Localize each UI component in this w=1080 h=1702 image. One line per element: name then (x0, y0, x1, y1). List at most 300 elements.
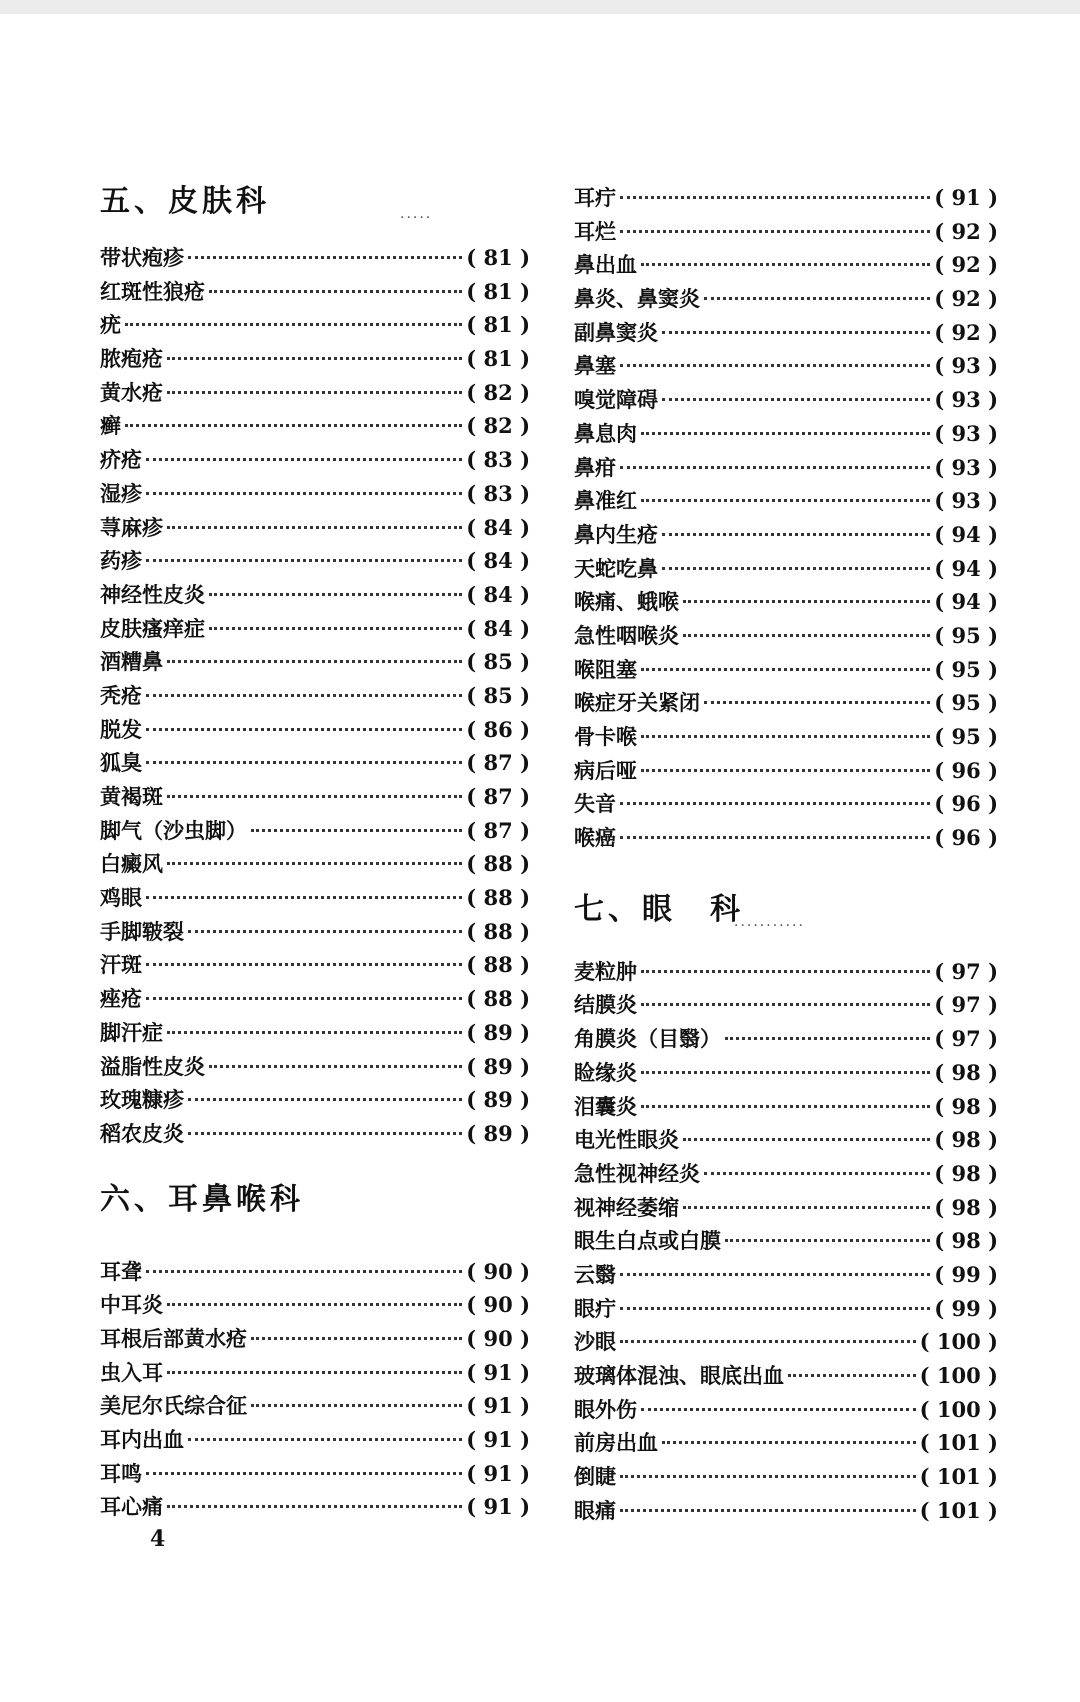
toc-entry-page: ( 81 ) (466, 312, 530, 338)
toc-entry (574, 249, 998, 283)
toc-entry-title: 脚气（沙虫脚） (100, 817, 247, 843)
toc-entry (574, 989, 998, 1023)
section-heading-skin (100, 182, 530, 242)
toc-entry-title: 急性视神经炎 (574, 1160, 700, 1186)
toc-entry (100, 916, 530, 950)
toc-entry (574, 350, 998, 384)
toc-entry (100, 983, 530, 1017)
toc-entry-page: ( 87 ) (466, 750, 530, 776)
toc-entry-page: ( 96 ) (934, 791, 998, 817)
toc-entry-title: 眼痛 (574, 1497, 616, 1523)
toc-entry (574, 1394, 998, 1428)
toc-entry (100, 1357, 530, 1391)
toc-entry-title: 狐臭 (100, 750, 142, 776)
dot-leader (167, 1031, 462, 1034)
toc-entry-title: 沙眼 (574, 1329, 616, 1355)
toc-entry-title: 玫瑰糠疹 (100, 1087, 184, 1113)
toc-entry-title: 急性咽喉炎 (574, 622, 679, 648)
dot-leader (620, 1475, 916, 1478)
toc-entry-page: ( 83 ) (466, 447, 530, 473)
toc-entry-title: 前房出血 (574, 1430, 658, 1456)
toc-entry (574, 418, 998, 452)
toc-entry-page: ( 90 ) (466, 1292, 530, 1318)
toc-entry-page: ( 91 ) (466, 1494, 530, 1520)
toc-entry-page: ( 91 ) (466, 1359, 530, 1385)
toc-entry-page: ( 98 ) (934, 1093, 998, 1119)
dot-leader (167, 357, 462, 360)
dot-leader (662, 533, 930, 536)
dot-leader (620, 802, 930, 805)
toc-entry (100, 1289, 530, 1323)
toc-entry-page: ( 95 ) (934, 622, 998, 648)
toc-entry-title: 鼻内生疮 (574, 521, 658, 547)
toc-entry (574, 721, 998, 755)
toc-entry (574, 1225, 998, 1259)
toc-entry (574, 1326, 998, 1360)
toc-entry-page: ( 98 ) (934, 1127, 998, 1153)
toc-entry (100, 848, 530, 882)
toc-entry-title: 副鼻窦炎 (574, 319, 658, 345)
toc-entry-title: 带状疱疹 (100, 245, 184, 270)
toc-entry-title: 汗斑 (100, 952, 142, 978)
toc-entry (100, 410, 530, 444)
toc-entry-title: 病后哑 (574, 757, 637, 783)
dot-leader (209, 290, 462, 293)
toc-entry-page: ( 94 ) (934, 555, 998, 581)
toc-entry-title: 天蛇吃鼻 (574, 555, 658, 581)
dot-leader (725, 1037, 930, 1040)
dot-leader (125, 323, 462, 326)
dot-leader (167, 1303, 462, 1306)
section-title: 五、皮肤科 (100, 184, 270, 219)
toc-entry-title: 鼻出血 (574, 252, 637, 278)
toc-entry-title: 失音 (574, 791, 616, 817)
dot-leader (683, 1138, 930, 1141)
dot-leader (641, 1408, 916, 1411)
toc-entry (100, 276, 530, 310)
toc-entry-title: 嗅觉障碍 (574, 387, 658, 413)
toc-entry-page: ( 93 ) (934, 488, 998, 514)
toc-entry-title: 喉癌 (574, 825, 616, 851)
toc-entry-title: 虫入耳 (100, 1359, 163, 1385)
toc-entry (574, 1495, 998, 1529)
dot-leader (167, 526, 462, 529)
toc-entry-title: 麦粒肿 (574, 958, 637, 984)
dot-leader (620, 1340, 916, 1343)
toc-entry-title: 耳鸣 (100, 1460, 142, 1486)
toc-entry-page: ( 83 ) (466, 480, 530, 506)
dot-leader (662, 398, 930, 401)
toc-entry-page: ( 93 ) (934, 454, 998, 480)
dot-leader (146, 963, 462, 966)
dot-leader (125, 424, 462, 427)
toc-entry (574, 216, 998, 250)
toc-entry-title: 角膜炎（目翳） (574, 1026, 721, 1052)
toc-entry-page: ( 81 ) (466, 245, 530, 270)
toc-entry-page: ( 96 ) (934, 757, 998, 783)
toc-entry (574, 485, 998, 519)
toc-entry (100, 747, 530, 781)
toc-entry-page: ( 96 ) (934, 825, 998, 851)
toc-entry (574, 1023, 998, 1057)
toc-entry (100, 309, 530, 343)
toc-entry-page: ( 91 ) (466, 1427, 530, 1452)
toc-entry-title: 耳疔 (574, 185, 616, 210)
dot-leader (146, 458, 462, 461)
toc-entry-page: ( 92 ) (934, 252, 998, 278)
toc-entry (574, 1293, 998, 1327)
toc-entry-page: ( 89 ) (466, 1019, 530, 1045)
toc-entry-page: ( 98 ) (934, 1059, 998, 1085)
dot-leader (188, 930, 462, 933)
toc-entry-page: ( 98 ) (934, 1228, 998, 1254)
toc-entry-title: 视神经萎缩 (574, 1194, 679, 1220)
toc-entry (100, 714, 530, 748)
toc-entry-page: ( 94 ) (934, 521, 998, 547)
toc-entry-title: 脚汗症 (100, 1019, 163, 1045)
dot-leader (662, 567, 930, 570)
toc-entry-page: ( 89 ) (466, 1087, 530, 1113)
toc-entry (574, 1461, 998, 1495)
toc-entry-title: 脱发 (100, 716, 142, 742)
toc-entry (574, 519, 998, 553)
toc-entry (574, 586, 998, 620)
toc-entry-page: ( 89 ) (466, 1053, 530, 1079)
dot-leader (251, 1404, 462, 1407)
toc-entry-title: 结膜炎 (574, 992, 637, 1018)
toc-entry-title: 玻璃体混浊、眼底出血 (574, 1363, 784, 1388)
dot-leader (641, 1105, 930, 1108)
top-bar (0, 0, 1080, 14)
toc-entry-page: ( 87 ) (466, 817, 530, 843)
dot-leader (620, 466, 930, 469)
dot-leader (725, 1239, 930, 1242)
toc-entry (574, 182, 998, 216)
toc-entry-title: 眼疔 (574, 1295, 616, 1321)
toc-entry-page: ( 92 ) (934, 286, 998, 312)
toc-entry-title: 秃疮 (100, 682, 142, 708)
toc-entry-page: ( 85 ) (466, 649, 530, 675)
toc-entry-page: ( 98 ) (934, 1194, 998, 1220)
dot-leader (167, 1371, 462, 1374)
dot-leader (788, 1374, 916, 1377)
toc-entry-page: ( 99 ) (934, 1295, 998, 1321)
toc-list-ent-right (574, 182, 998, 856)
toc-entry-title: 酒糟鼻 (100, 649, 163, 675)
toc-entry-title: 耳心痛 (100, 1494, 163, 1520)
toc-entry-title: 眼生白点或白膜 (574, 1228, 721, 1254)
toc-entry-page: ( 81 ) (466, 346, 530, 372)
page-number: 4 (150, 1526, 166, 1552)
toc-entry-title: 湿疹 (100, 480, 142, 506)
toc-entry-page: ( 101 ) (919, 1497, 998, 1523)
toc-entry-page: ( 95 ) (934, 724, 998, 749)
dot-leader (641, 735, 930, 738)
toc-entry-title: 白癜风 (100, 851, 163, 877)
toc-entry (100, 1424, 530, 1458)
section-title: 六、耳鼻喉科 (100, 1181, 304, 1217)
dot-leader (146, 1270, 462, 1273)
toc-entry-title: 喉痛、蛾喉 (574, 589, 679, 615)
toc-entry-title: 喉症牙关紧闭 (574, 690, 700, 716)
toc-entry-title: 美尼尔氏综合征 (100, 1393, 247, 1419)
dot-leader (146, 694, 462, 697)
toc-entry (100, 377, 530, 411)
dot-leader (620, 1273, 930, 1276)
toc-entry-title: 荨麻疹 (100, 514, 163, 540)
toc-entry-page: ( 97 ) (934, 958, 998, 984)
toc-entry-page: ( 97 ) (934, 1026, 998, 1052)
section-heading-eye (574, 890, 998, 956)
toc-entry (574, 452, 998, 486)
toc-entry (100, 242, 530, 276)
toc-entry-page: ( 87 ) (466, 784, 530, 809)
dot-leader (620, 1307, 930, 1310)
toc-entry-title: 癣 (100, 413, 121, 439)
toc-entry (574, 1427, 998, 1461)
dot-leader (209, 593, 462, 596)
dot-leader (704, 1172, 930, 1175)
toc-entry-title: 云翳 (574, 1261, 616, 1287)
toc-entry-page: ( 82 ) (466, 379, 530, 405)
toc-entry-page: ( 99 ) (934, 1261, 998, 1287)
toc-entry (100, 613, 530, 647)
toc-entry (100, 882, 530, 916)
toc-entry-title: 黄褐斑 (100, 784, 163, 809)
dot-leader (146, 761, 462, 764)
toc-entry-title: 鼻塞 (574, 353, 616, 379)
dot-leader (704, 701, 930, 704)
section-heading-ent (100, 1180, 530, 1256)
toc-entry-page: ( 92 ) (934, 319, 998, 345)
toc-entry-page: ( 100 ) (919, 1363, 998, 1388)
toc-entry-title: 鼻疳 (574, 454, 616, 480)
toc-entry-title: 鼻息肉 (574, 420, 637, 446)
toc-entry-title: 手脚皲裂 (100, 918, 184, 944)
dot-leader (641, 1071, 930, 1074)
toc-entry-page: ( 95 ) (934, 656, 998, 682)
toc-entry-page: ( 84 ) (466, 548, 530, 574)
toc-entry-title: 耳烂 (574, 218, 616, 244)
toc-entry-page: ( 89 ) (466, 1120, 530, 1146)
toc-entry (574, 654, 998, 688)
toc-entry (100, 781, 530, 815)
toc-entry-page: ( 91 ) (466, 1460, 530, 1486)
toc-entry (574, 283, 998, 317)
toc-entry (574, 553, 998, 587)
toc-entry-page: ( 82 ) (466, 413, 530, 439)
dot-leader (146, 896, 462, 899)
toc-entry (574, 1192, 998, 1226)
toc-entry-page: ( 91 ) (466, 1393, 530, 1419)
toc-list-skin (100, 242, 530, 1152)
toc-entry-title: 皮肤瘙痒症 (100, 615, 205, 641)
toc-entry-title: 耳内出血 (100, 1427, 184, 1452)
dot-leader (662, 1441, 916, 1444)
dot-leader (167, 660, 462, 663)
scan-noise-dots: ··········· (734, 917, 805, 934)
toc-entry-title: 骨卡喉 (574, 724, 637, 749)
toc-entry-title: 疥疮 (100, 447, 142, 473)
toc-entry-title: 溢脂性皮炎 (100, 1053, 205, 1079)
toc-entry (100, 815, 530, 849)
toc-entry-title: 耳聋 (100, 1258, 142, 1284)
dot-leader (683, 634, 930, 637)
dot-leader (167, 391, 462, 394)
toc-entry-page: ( 100 ) (919, 1396, 998, 1422)
toc-entry (100, 680, 530, 714)
toc-entry (100, 343, 530, 377)
toc-entry (100, 1051, 530, 1085)
toc-entry (574, 788, 998, 822)
toc-entry-title: 痤疮 (100, 986, 142, 1012)
toc-entry-page: ( 90 ) (466, 1258, 530, 1284)
toc-entry-page: ( 88 ) (466, 986, 530, 1012)
toc-entry (100, 444, 530, 478)
toc-entry (574, 1091, 998, 1125)
toc-entry-page: ( 93 ) (934, 387, 998, 413)
toc-entry (100, 545, 530, 579)
dot-leader (146, 997, 462, 1000)
toc-entry (574, 317, 998, 351)
toc-entry (100, 512, 530, 546)
toc-entry-title: 倒睫 (574, 1464, 616, 1490)
dot-leader (620, 836, 930, 839)
toc-entry (574, 755, 998, 789)
toc-entry-page: ( 88 ) (466, 885, 530, 911)
toc-entry (574, 620, 998, 654)
dot-leader (146, 492, 462, 495)
toc-entry-page: ( 84 ) (466, 581, 530, 607)
toc-entry (574, 822, 998, 856)
toc-entry-title: 电光性眼炎 (574, 1127, 679, 1153)
dot-leader (641, 668, 930, 671)
toc-entry (100, 1118, 530, 1152)
dot-leader (683, 600, 930, 603)
toc-entry (574, 956, 998, 990)
toc-entry-page: ( 81 ) (466, 278, 530, 304)
right-column (574, 182, 998, 1528)
toc-entry-title: 脓疱疮 (100, 346, 163, 372)
dot-leader (620, 364, 930, 367)
toc-entry (100, 1323, 530, 1357)
toc-entry-page: ( 88 ) (466, 851, 530, 877)
toc-entry-title: 眼外伤 (574, 1396, 637, 1422)
dot-leader (620, 230, 930, 233)
toc-entry-page: ( 95 ) (934, 690, 998, 716)
toc-entry-page: ( 100 ) (919, 1329, 998, 1355)
dot-leader (251, 1337, 462, 1340)
dot-leader (641, 769, 930, 772)
dot-leader (641, 970, 930, 973)
toc-entry-title: 鸡眼 (100, 885, 142, 911)
toc-entry (100, 1084, 530, 1118)
dot-leader (620, 196, 930, 199)
toc-entry-page: ( 93 ) (934, 353, 998, 379)
left-column (100, 182, 530, 1525)
toc-entry-title: 稻农皮炎 (100, 1120, 184, 1146)
toc-entry (100, 949, 530, 983)
toc-entry-title: 黄水疮 (100, 379, 163, 405)
toc-entry (100, 478, 530, 512)
toc-entry-title: 喉阻塞 (574, 656, 637, 682)
scan-noise-dots: ····· (400, 210, 433, 226)
toc-entry-title: 耳根后部黄水疮 (100, 1325, 247, 1351)
toc-entry-title: 泪囊炎 (574, 1093, 637, 1119)
toc-entry-page: ( 101 ) (919, 1430, 998, 1456)
toc-entry-page: ( 94 ) (934, 589, 998, 615)
dot-leader (146, 1472, 462, 1475)
dot-leader (146, 559, 462, 562)
dot-leader (641, 263, 930, 266)
dot-leader (188, 1098, 462, 1101)
dot-leader (251, 829, 462, 832)
toc-list-ent-left (100, 1256, 530, 1526)
toc-entry (574, 384, 998, 418)
toc-entry (574, 1057, 998, 1091)
toc-entry (100, 579, 530, 613)
toc-entry (100, 1458, 530, 1492)
dot-leader (167, 1505, 462, 1508)
toc-entry (100, 1256, 530, 1290)
toc-entry-title: 鼻炎、鼻窦炎 (574, 286, 700, 312)
toc-entry-title: 神经性皮炎 (100, 581, 205, 607)
dot-leader (683, 1206, 930, 1209)
dot-leader (188, 1438, 462, 1441)
toc-entry (100, 1017, 530, 1051)
dot-leader (662, 331, 930, 334)
toc-entry (574, 1360, 998, 1394)
toc-entry-title: 睑缘炎 (574, 1059, 637, 1085)
dot-leader (209, 627, 462, 630)
toc-entry-title: 中耳炎 (100, 1292, 163, 1318)
toc-entry-page: ( 86 ) (466, 716, 530, 742)
dot-leader (209, 1065, 462, 1068)
toc-entry-page: ( 88 ) (466, 918, 530, 944)
toc-entry-page: ( 84 ) (466, 615, 530, 641)
dot-leader (641, 499, 930, 502)
section-title: 七、眼 科 (574, 891, 744, 927)
toc-entry-page: ( 92 ) (934, 218, 998, 244)
toc-list-eye (574, 956, 998, 1529)
toc-entry (100, 1390, 530, 1424)
dot-leader (620, 1509, 916, 1512)
toc-entry-page: ( 97 ) (934, 992, 998, 1018)
toc-entry (574, 687, 998, 721)
dot-leader (641, 1003, 930, 1006)
toc-entry-page: ( 101 ) (919, 1464, 998, 1490)
toc-entry (574, 1124, 998, 1158)
toc-entry-page: ( 88 ) (466, 952, 530, 978)
toc-entry-title: 鼻准红 (574, 488, 637, 514)
toc-entry-page: ( 98 ) (934, 1160, 998, 1186)
dot-leader (146, 728, 462, 731)
dot-leader (188, 1132, 462, 1135)
toc-entry-page: ( 93 ) (934, 420, 998, 446)
toc-entry (574, 1259, 998, 1293)
dot-leader (188, 256, 462, 259)
toc-entry-title: 红斑性狼疮 (100, 278, 205, 304)
toc-entry-page: ( 91 ) (934, 185, 998, 210)
toc-entry-title: 疣 (100, 312, 121, 338)
toc-entry-page: ( 90 ) (466, 1325, 530, 1351)
toc-entry-title: 药疹 (100, 548, 142, 574)
toc-entry-page: ( 84 ) (466, 514, 530, 540)
dot-leader (167, 795, 462, 798)
toc-entry (100, 1491, 530, 1525)
toc-entry-page: ( 85 ) (466, 682, 530, 708)
dot-leader (641, 432, 930, 435)
